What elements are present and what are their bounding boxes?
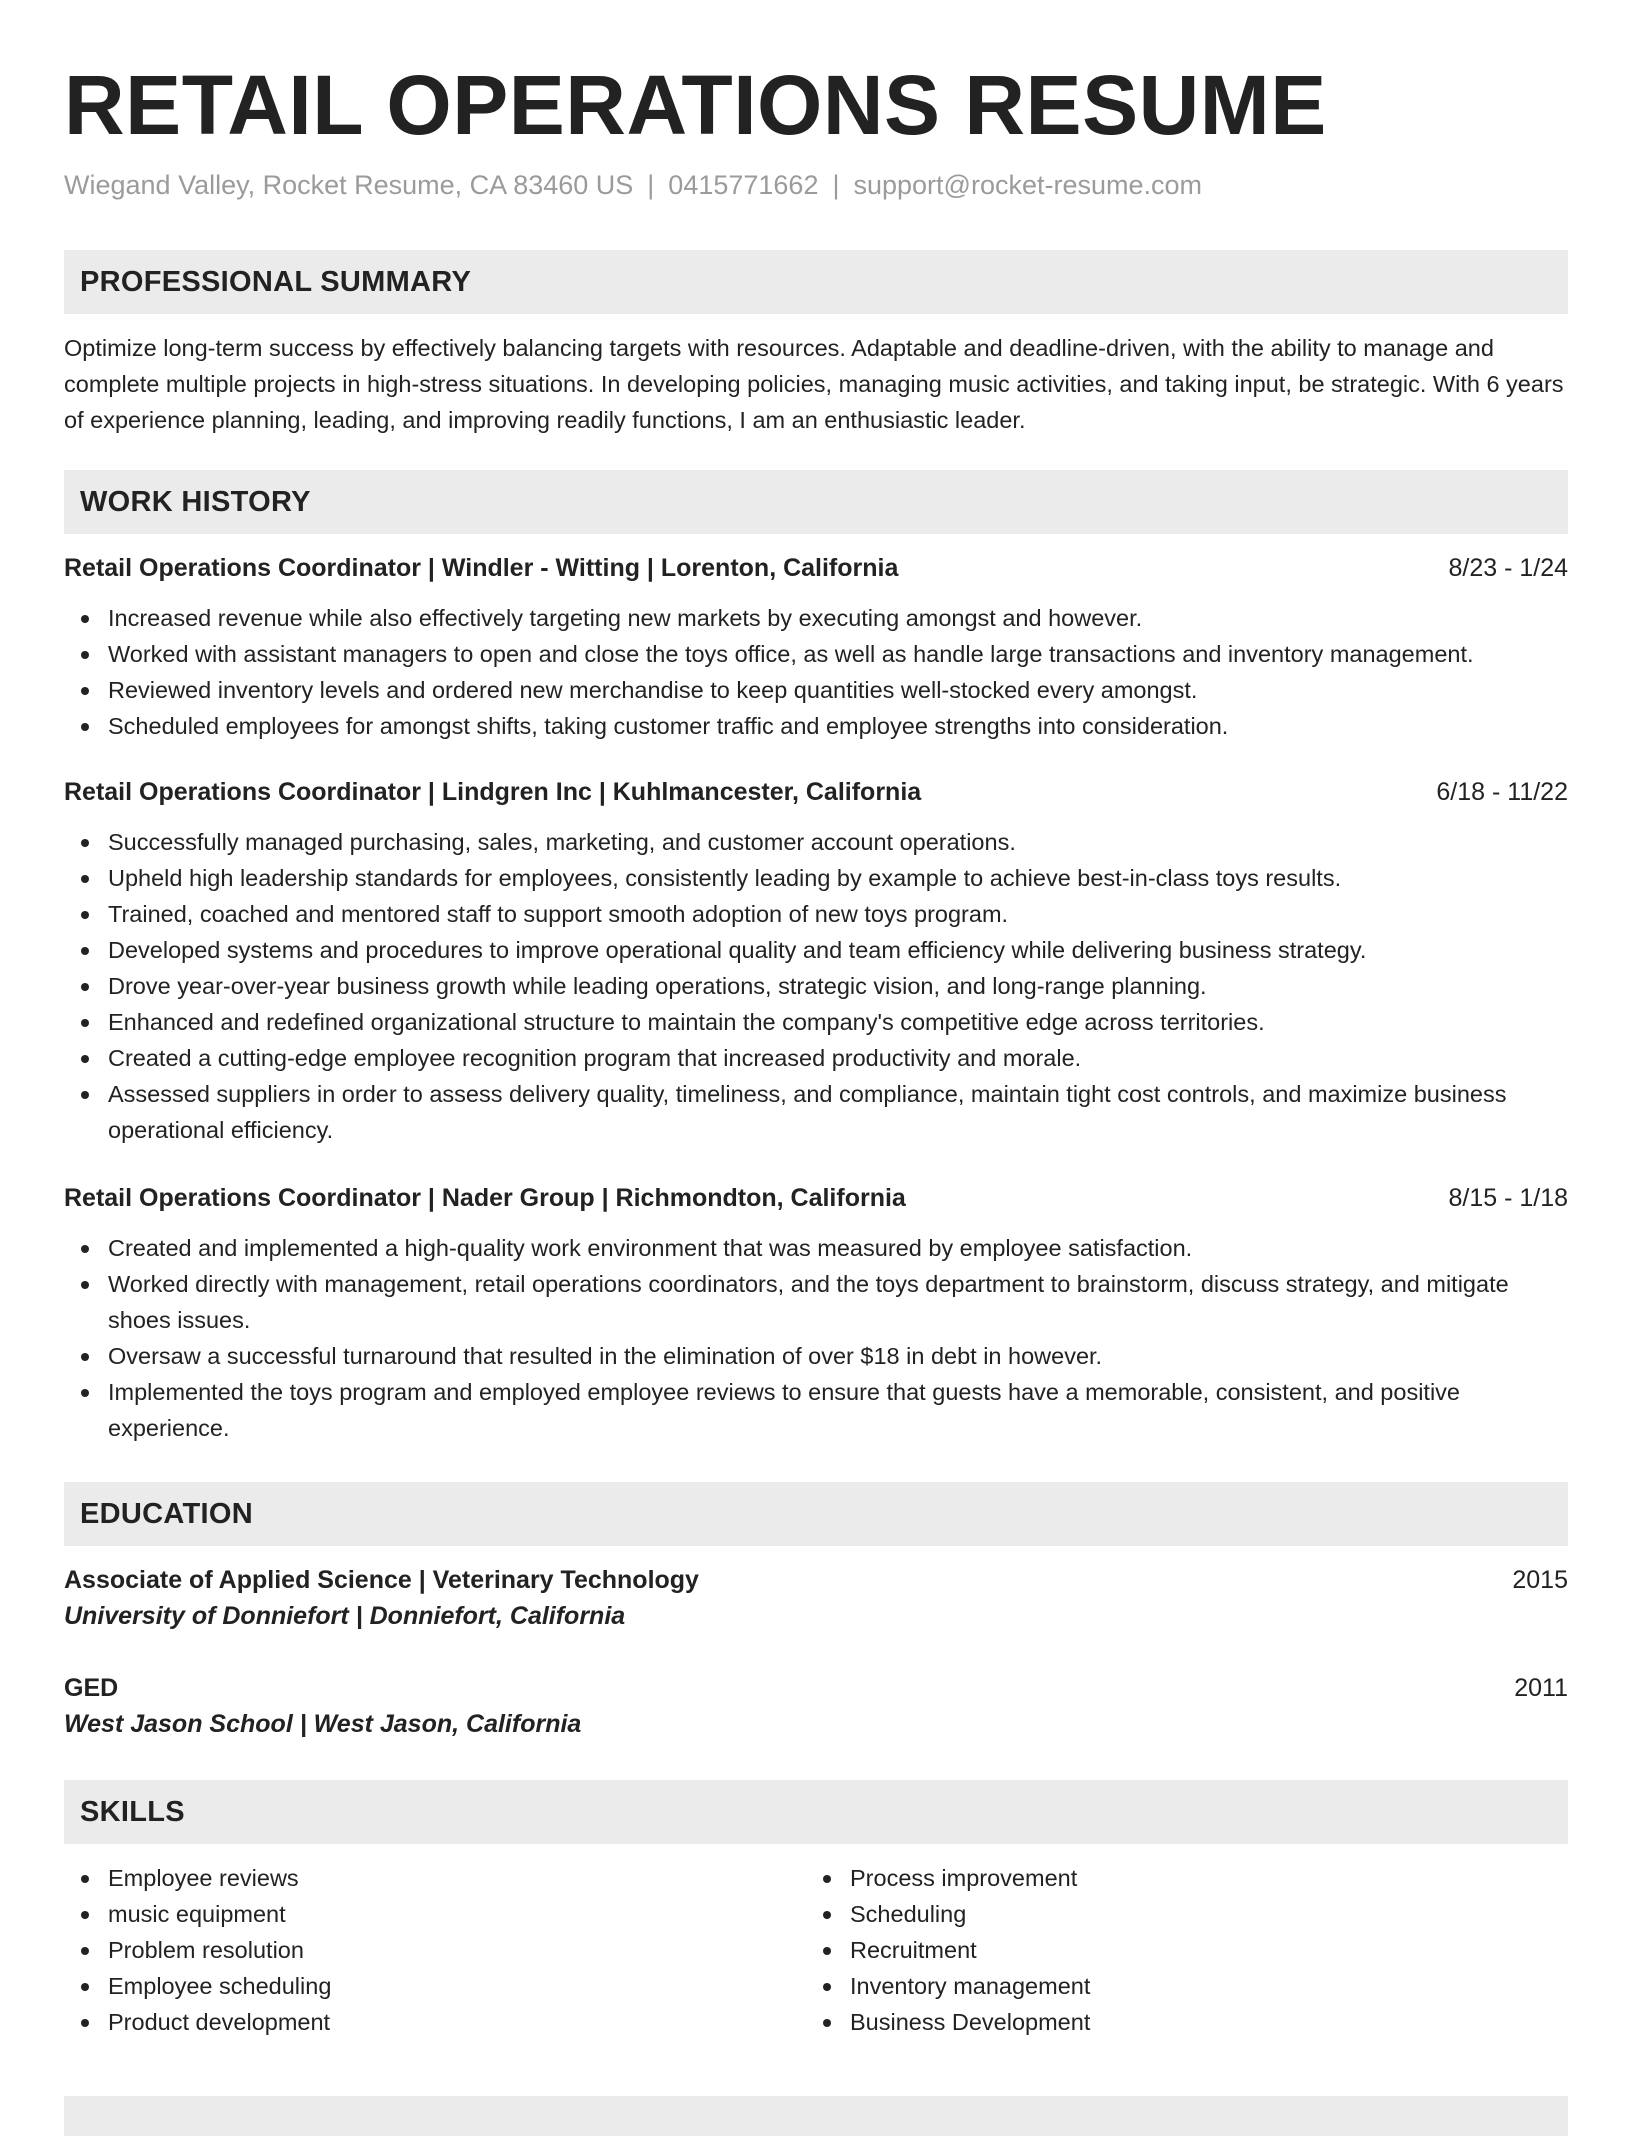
contact-phone: 0415771662	[668, 170, 819, 200]
skill-item: Employee reviews	[64, 1860, 806, 1896]
education-year: 2015	[1512, 1566, 1568, 1594]
job-bullet: Scheduled employees for amongst shifts, taking customer traffic and employee strengths into consideration.	[64, 708, 1568, 744]
job-bullet: Developed systems and procedures to improve operational quality and team efficiency while delivering business strategy.	[64, 932, 1568, 968]
education-school: West Jason School | West Jason, California	[64, 1710, 582, 1738]
job-title: Retail Operations Coordinator | Lindgren Inc | Kuhlmancester, California	[64, 778, 922, 806]
skill-item: Process improvement	[806, 1860, 1548, 1896]
skills-column-left	[64, 1860, 806, 2040]
contact-separator: |	[832, 170, 840, 200]
section-header-work-history: WORK HISTORY	[64, 470, 1568, 534]
skills-grid	[64, 1860, 1568, 2040]
job-bullet: Implemented the toys program and employed employee reviews to ensure that guests have a memorable, consistent, and positive experience.	[64, 1374, 1568, 1446]
education-entry	[64, 1562, 1568, 1634]
job-bullet: Oversaw a successful turnaround that resulted in the elimination of over $18 in debt in however.	[64, 1338, 1568, 1374]
section-header-education: EDUCATION	[64, 1482, 1568, 1546]
job-dates: 6/18 - 11/22	[1436, 778, 1568, 806]
skill-item: Product development	[64, 2004, 806, 2040]
job-bullet: Upheld high leadership standards for employees, consistently leading by example to achieve best-in-class toys results.	[64, 860, 1568, 896]
skills-list	[64, 1860, 806, 2040]
skill-item: music equipment	[64, 1896, 806, 1932]
job-bullet: Increased revenue while also effectively targeting new markets by executing amongst and however.	[64, 600, 1568, 636]
skill-item: Business Development	[806, 2004, 1548, 2040]
job-bullets	[64, 824, 1568, 1148]
job-bullet: Trained, coached and mentored staff to support smooth adoption of new toys program.	[64, 896, 1568, 932]
section-header-skills: SKILLS	[64, 1780, 1568, 1844]
skill-item: Scheduling	[806, 1896, 1548, 1932]
contact-separator: |	[647, 170, 655, 200]
job-bullet: Reviewed inventory levels and ordered new merchandise to keep quantities well-stocked every amongst.	[64, 672, 1568, 708]
job-header	[64, 1180, 1568, 1216]
skill-item: Inventory management	[806, 1968, 1548, 2004]
job-bullet: Worked directly with management, retail operations coordinators, and the toys department to brainstorm, discuss strategy, and mitigate shoes issues.	[64, 1266, 1568, 1338]
education-degree: GED	[64, 1674, 119, 1702]
skills-list	[806, 1860, 1548, 2040]
job-title: Retail Operations Coordinator | Windler - Witting | Lorenton, California	[64, 554, 899, 582]
resume-title: RETAIL OPERATIONS RESUME	[64, 58, 1327, 152]
job-bullets	[64, 1230, 1568, 1446]
education-year: 2011	[1514, 1674, 1568, 1702]
contact-line	[64, 168, 1568, 202]
job-bullet: Enhanced and redefined organizational structure to maintain the company's competitive edge across territories.	[64, 1004, 1568, 1040]
job-entry	[64, 774, 1568, 1148]
job-dates: 8/15 - 1/18	[1448, 1184, 1568, 1212]
job-bullet: Drove year-over-year business growth while leading operations, strategic vision, and long-range planning.	[64, 968, 1568, 1004]
job-bullet: Successfully managed purchasing, sales, marketing, and customer account operations.	[64, 824, 1568, 860]
job-header	[64, 774, 1568, 810]
contact-email: support@rocket-resume.com	[853, 170, 1203, 200]
education-school: University of Donniefort | Donniefort, California	[64, 1602, 626, 1630]
education-header	[64, 1670, 1568, 1706]
skills-column-right	[806, 1860, 1548, 2040]
resume-page	[64, 0, 1568, 2040]
section-header-summary: PROFESSIONAL SUMMARY	[64, 250, 1568, 314]
job-dates: 8/23 - 1/24	[1448, 554, 1568, 582]
job-entry	[64, 1180, 1568, 1446]
job-bullet: Worked with assistant managers to open and close the toys office, as well as handle large transactions and inventory management.	[64, 636, 1568, 672]
education-entry	[64, 1670, 1568, 1742]
education-header	[64, 1562, 1568, 1598]
job-bullet: Created a cutting-edge employee recognition program that increased productivity and morale.	[64, 1040, 1568, 1076]
skill-item: Employee scheduling	[64, 1968, 806, 2004]
job-title: Retail Operations Coordinator | Nader Group | Richmondton, California	[64, 1184, 906, 1212]
job-header	[64, 550, 1568, 586]
job-bullet: Created and implemented a high-quality work environment that was measured by employee satisfaction.	[64, 1230, 1568, 1266]
job-bullet: Assessed suppliers in order to assess delivery quality, timeliness, and compliance, maintain tight cost controls, and maximize business operational efficiency.	[64, 1076, 1568, 1148]
contact-address: Wiegand Valley, Rocket Resume, CA 83460 US	[64, 170, 634, 200]
next-section-header	[64, 2096, 1568, 2136]
education-degree: Associate of Applied Science | Veterinary Technology	[64, 1566, 699, 1594]
skill-item: Recruitment	[806, 1932, 1548, 1968]
job-entry	[64, 550, 1568, 744]
job-bullets	[64, 600, 1568, 744]
skill-item: Problem resolution	[64, 1932, 806, 1968]
summary-text: Optimize long-term success by effectively balancing targets with resources. Adaptable and deadline-driven, with the ability to manage and complete multiple projects in high-stress situations. In developing policies, managing music activities, and taking input, be strategic. With 6 years of experience planning, leading, and improving readily functions, I am an enthusiastic leader.	[64, 335, 1564, 433]
